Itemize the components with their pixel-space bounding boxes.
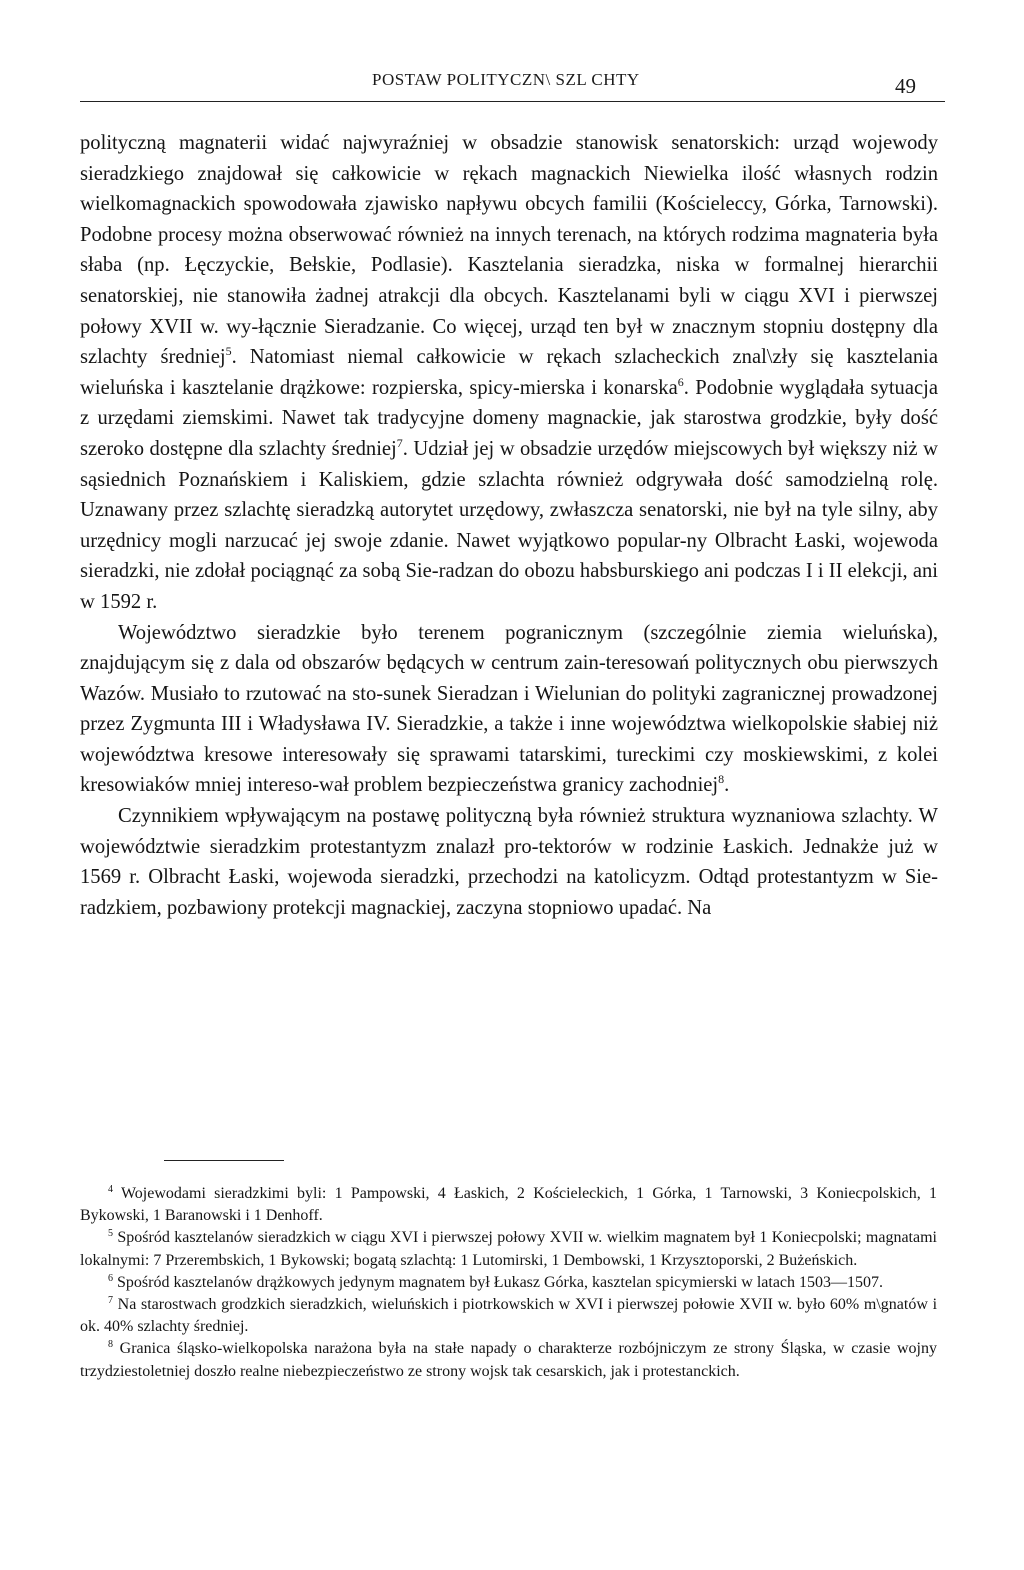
footnote: $^5$ Spośród kasztelanów sieradzkich w ciągu XVI i pierwszej połowy XVII w. wielkim magnatem był 1 Koniecpolski; magnatami lokalnymi: 7 Przerembskich, 1 Bykowski; bogatą szlachtą: 1 Lutomirski, 1 Dembowski, 1 Krzysztoporski, 2 Bużeńskich. bbox=[80, 1228, 937, 1269]
footnote: $^8$ Granica śląsko-wielkopolska narażona była na stałe napady o charakterze rozbójniczym ze strony Śląska, w czasie wojny trzydziestoletniej doszło realne niebezpieczeństwo ze strony wojsk tak cesarskich, jak i protestanckich. bbox=[80, 1339, 938, 1380]
paragraph: Czynnikiem wpływającym na postawę polityczną była również struktura wyznaniowa szlachty. W województwie sieradzkim protestantyzm znalazł pro-tektorów w rodzinie Łaskich. Jednakże już w 1569 r. Olbracht Łaski, wojewoda sieradzki, przechodzi na katolicyzm. Odtąd protestantyzm w Sie-radzkiem, pozbawiony protekcji magnackiej, zaczyna stopniowo upadać. Na bbox=[80, 805, 938, 919]
header-rule bbox=[80, 101, 945, 102]
running-head: POSTAW POLITYCZN\ SZL CHTY bbox=[372, 70, 640, 89]
footnote: $^7$ Na starostwach grodzkich sieradzkich, wieluńskich i piotrkowskich w XVI i pierwszej połowie XVII w. było 60% m\gnatów i ok. 40% szlachty średniej. bbox=[80, 1295, 938, 1336]
footnote-mark: 6 bbox=[108, 1272, 113, 1284]
footnotes bbox=[80, 1183, 937, 1383]
footnote-mark: 8 bbox=[108, 1339, 113, 1351]
footnote-rule bbox=[164, 1160, 284, 1161]
footnote-ref: 8 bbox=[718, 772, 725, 787]
footnote-ref: 6 bbox=[677, 374, 684, 389]
footnote: $^4$ Wojewodami sieradzkimi byli: 1 Pampowski, 4 Łaskich, 2 Kościeleckich, 1 Górka, 1 Tarnowski, 3 Koniecpolskich, 1 Bykowski, 1 Baranowski i 1 Denhoff. bbox=[80, 1184, 937, 1225]
footnote-ref: 7 bbox=[396, 435, 403, 450]
footnote: $^6$ Spośród kasztelanów drążkowych jedynym magnatem był Łukasz Górka, kasztelan spicymierski w latach 1503—1507. bbox=[108, 1272, 884, 1291]
footnote-ref: 5 bbox=[225, 344, 232, 359]
paragraph: Województwo sieradzkie było terenem pogranicznym (szczególnie ziemia wieluńska), znajdującym się z dala od obszarów będących w centrum zain-teresowań politycznych obu pierwszych Wazów. Musiało to rzutować na sto-sunek Sieradzan i Wielunian do polityki zagranicznej prowadzonej przez Zygmunta III i Władysława IV. Sieradzkie, a także i inne województwa wielkopolskie słabiej niż województwa kresowe interesowały się sprawami tatarskimi, tureckimi czy moskiewskimi, z kolei kresowiaków mniej intereso-wał problem bezpieczeństwa granicy zachodniej$^8$. bbox=[80, 621, 938, 797]
page-number: 49 bbox=[895, 74, 916, 98]
footnote-mark: 4 bbox=[108, 1184, 113, 1195]
footnote-mark: 5 bbox=[108, 1228, 113, 1240]
main-text bbox=[80, 128, 938, 923]
footnote-mark: 7 bbox=[108, 1295, 113, 1307]
paragraph: polityczną magnaterii widać najwyraźniej w obsadzie stanowisk senatorskich: urząd wojewody sieradzkiego znajdował się całkowicie w rękach magnackich Niewielka ilość własnych rodzin wielkomagnackich spowodowała zjawisko napływu obcych familii (Kościeleccy, Górka, Tarnowski). Podobne procesy można obserwować również na innych terenach, na których rodzima magnateria była słaba (np. Łęczyckie, Bełskie, Podlasie). Kasztelania sieradzka, niska w formalnej hierarchii senatorskiej, nie stanowiła żadnej atrakcji dla obcych. Kasztelanami byli w ciągu XVI i pierwszej połowy XVII w. wy-łącznie Sieradzanie. Co więcej, urząd ten był w znacznym stopniu dostępny dla szlachty średniej$^5$. Natomiast niemal całkowicie w rękach szlacheckich znal\zły się kasztelania wieluńska i kasztelanie drążkowe: rozpierska, spicy-mierska i konarska$^6$. Podobnie wyglądała sytuacja z urzędami ziemskimi. Nawet tak tradycyjne domeny magnackie, jak starostwa grodzkie, były dość szeroko dostępne dla szlachty średniej$^7$. Udział jej w obsadzie urzędów miejscowych był większy niż w sąsiednich Poznańskiem i Kaliskiem, gdzie szlachta również odgrywała dość samodzielną rolę. Uznawany przez szlachtę sieradzką autorytet urzędowy, zwłaszcza senatorski, nie był na tyle silny, aby urzędnicy mogli narzucać jej swoje zdanie. Nawet wyjątkowo popular-ny Olbracht Łaski, wojewoda sieradzki, nie zdołał pociągnąć za sobą Sie-radzan do obozu habsburskiego ani podczas I i II elekcji, ani w 1592 r. bbox=[80, 132, 938, 613]
